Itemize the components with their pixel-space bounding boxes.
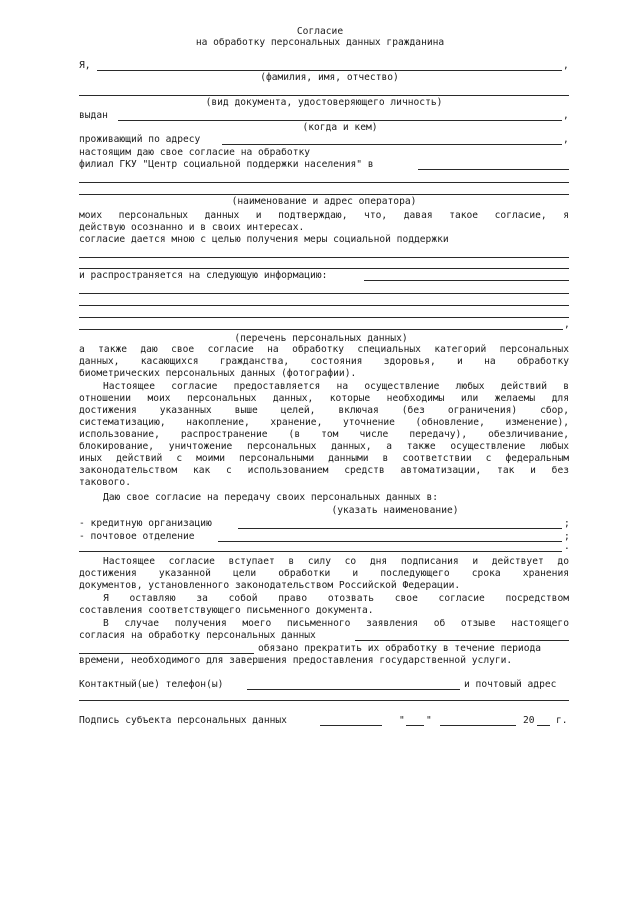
branch-line: филиал ГКУ "Центр социальной поддержки населения" в [79, 159, 374, 170]
post-office-field[interactable] [218, 541, 562, 542]
comma: , [563, 134, 569, 145]
contact-phone-field[interactable] [247, 689, 460, 690]
actions-line-2: отношении моих персональных данных, которые необходимы или желаемы для [79, 393, 569, 404]
info-field-1[interactable] [79, 293, 569, 294]
revoke-line-2: составления соответствующего письменного документа. [79, 605, 374, 616]
date-quote-open: " [399, 715, 405, 726]
credit-org-label: - кредитную организацию [79, 518, 212, 529]
caption-full-name: (фамилия, имя, отчество) [260, 72, 399, 83]
validity-line-3: документов, установленного законодательством Российской Федерации. [79, 580, 461, 591]
withdraw-line-3: обязано прекратить их обработку в течение периода [258, 643, 542, 654]
withdraw-line-2: согласия на обработку персональных данных [79, 630, 316, 641]
validity-line-2: достижения указанной цели обработки и последующего срока хранения [79, 568, 569, 579]
info-field-2[interactable] [79, 305, 569, 306]
date-quote-close: " [426, 715, 432, 726]
semicolon: ; [564, 531, 570, 542]
actions-line-4: систематизацию, накопление, хранение, уточнение (обновление, изменение), [79, 417, 569, 428]
address-field[interactable] [222, 144, 562, 145]
withdraw-operator-field[interactable] [355, 640, 569, 641]
postal-address-label: и почтовый адрес [464, 679, 557, 690]
postal-address-field[interactable] [79, 700, 569, 701]
actions-line-5: использование, распространение (в том числе передачу), обезличивание, [79, 429, 569, 440]
credit-org-field[interactable] [238, 528, 562, 529]
year-prefix: 20 [523, 715, 535, 726]
post-office-label: - почтовое отделение [79, 531, 195, 542]
month-field[interactable] [440, 725, 516, 726]
comma: , [563, 60, 569, 71]
post-office-field-2[interactable] [79, 551, 562, 552]
comma: , [563, 110, 569, 121]
operator-field-1[interactable] [79, 182, 569, 183]
actions-line-9: такового. [79, 477, 131, 488]
document-subtitle: на обработку персональных данных гражданина [195, 37, 445, 48]
contact-phone-label: Контактный(ые) телефон(ы) [79, 679, 224, 690]
actions-line-8: законодательством как с использованием средств автоматизации, так и без [79, 465, 569, 476]
i-label: Я, [79, 60, 91, 71]
signature-label: Подпись субъекта персональных данных [79, 715, 287, 726]
paragraph-consent: моих персональных данных и подтверждаю, что, давая такое согласие, я [79, 210, 569, 221]
special-line-3: биометрических персональных данных (фотографии). [79, 368, 357, 379]
caption-data-list: (перечень персональных данных) [234, 333, 408, 344]
year-suffix: г. [556, 715, 568, 726]
document-title: Согласие [296, 26, 344, 37]
year-field[interactable] [537, 725, 550, 726]
semicolon: ; [564, 518, 570, 529]
revoke-line-1: Я оставляю за собой право отозвать свое согласие посредством [103, 593, 569, 604]
purpose-field-1[interactable] [79, 257, 569, 258]
paragraph-consent-end: действую осознанно и в своих интересах. [79, 222, 305, 233]
info-label: и распространяется на следующую информацию: [79, 270, 328, 281]
actions-line-6: блокирование, уничтожение персональных данных, а также осуществление любых [79, 441, 569, 452]
caption-issued: (когда и кем) [302, 122, 378, 133]
period: . [564, 541, 570, 552]
purpose-line: согласие дается мною с целью получения меры социальной поддержки [79, 234, 449, 245]
consent-intro: настоящим даю свое согласие на обработку [79, 147, 311, 158]
full-name-field[interactable] [97, 70, 562, 71]
identity-document-field[interactable] [79, 95, 569, 96]
day-field[interactable] [406, 725, 424, 726]
info-field-3[interactable] [79, 317, 569, 318]
issued-by-field[interactable] [118, 120, 562, 121]
info-field-4[interactable] [79, 329, 563, 330]
issued-label: выдан [79, 110, 108, 121]
actions-line-1: Настоящее согласие предоставляется на осуществление любых действий в [103, 381, 569, 392]
withdraw-line-4: времени, необходимого для завершения предоставления государственной услуги. [79, 655, 513, 666]
comma: , [564, 319, 570, 330]
special-line-1: а также даю свое согласие на обработку специальных категорий персональных [79, 344, 569, 355]
signature-field[interactable] [320, 725, 382, 726]
caption-specify: (указать наименование) [331, 505, 459, 516]
info-field-0[interactable] [364, 280, 569, 281]
operator-field-2[interactable] [79, 194, 569, 195]
caption-identity-document: (вид документа, удостоверяющего личность) [205, 97, 443, 108]
caption-operator: (наименование и адрес оператора) [231, 196, 417, 207]
validity-line-1: Настоящее согласие вступает в силу со дня подписания и действует до [103, 556, 569, 567]
transfer-line: Даю свое согласие на передачу своих персональных данных в: [103, 492, 439, 503]
special-line-2: данных, касающихся гражданства, состояния здоровья, и на обработку [79, 356, 569, 367]
purpose-field-2[interactable] [79, 268, 569, 269]
withdraw-line-1: В случае получения моего письменного заявления об отзыве настоящего [103, 618, 569, 629]
actions-line-3: достижения указанных выше целей, включая (без ограничения) сбор, [79, 405, 569, 416]
branch-location-field[interactable] [418, 169, 569, 170]
address-label: проживающий по адресу [79, 134, 201, 145]
actions-line-7: иных действий с моими персональными данными в соответствии с федеральным [79, 453, 569, 464]
withdraw-operator-field-2[interactable] [79, 653, 254, 654]
